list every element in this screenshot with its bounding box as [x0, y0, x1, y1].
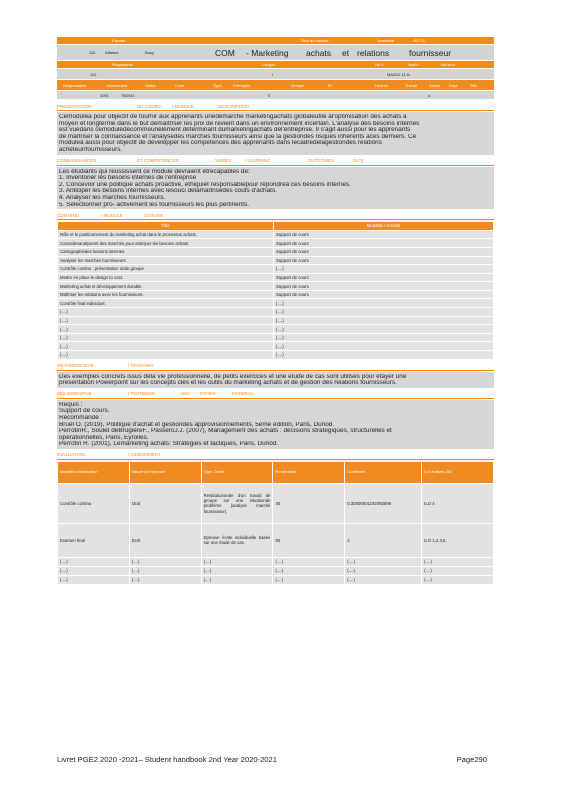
header-label: Groupe: [291, 82, 305, 88]
evaluation-cell: Oral: [129, 483, 201, 523]
text-line: PerrotinR., Soulet deBrugiereF., PasseroJ.J. (2007), Management des achats : décisions stratégiques, structurelles et: [59, 428, 392, 435]
heading-word: DESCRIPTION: [218, 103, 249, 109]
outline-title-cell: (....): [58, 308, 274, 317]
outline-row: [58, 273, 494, 282]
evaluation-cell: Examen final: [58, 523, 130, 557]
outline-activity-cell: (....): [274, 265, 494, 274]
heading-word: / MODULE: [172, 103, 194, 109]
text-line: 1. Inventorier les besoins internes de l'entreprise: [59, 175, 197, 182]
column-header: Coefficient: [345, 461, 422, 483]
header-label: Nb sem: [441, 62, 455, 67]
methodology-heading: [57, 362, 494, 371]
text-line: Perrotin R. (2001), Lemarketing achats: Stratégies et tactiques, Paris, Dunod.: [59, 441, 279, 448]
text-line: 2. Concevoir une politique achats proactive, éthiquiet responsablepour répondreà ces besoins internes.: [59, 181, 352, 188]
language-code: I: [272, 71, 274, 77]
evaluation-cell: (....): [58, 566, 130, 575]
evaluation-cell: (....): [345, 575, 422, 584]
outline-activity-cell: (....): [274, 308, 494, 317]
column-header: Nature de l'épreuve: [129, 461, 201, 483]
evaluation-cell: Contrôle continu: [58, 483, 130, 523]
heading-word: / TEACHING: [128, 363, 154, 369]
outline-row: [58, 299, 494, 308]
header-label: Langue: [262, 62, 276, 67]
evaluation-row: [58, 557, 494, 566]
evaluation-table: [57, 461, 494, 585]
outline-activity-cell: (....): [274, 299, 494, 308]
header-label: ID: [328, 82, 332, 88]
header-label: Code: [175, 82, 185, 88]
presentation-text: [57, 112, 494, 155]
evaluation-cell: (....): [422, 557, 494, 566]
bibliography-text: [57, 400, 494, 449]
campus-name: Busy: [145, 50, 154, 55]
header-row-labels: [57, 37, 494, 45]
outline-title-cell: Rôle et le positionnement du marketing achat dans le processus achats.: [58, 230, 274, 239]
heading-word: CONTENU: [57, 212, 80, 218]
heading-word: (ILO): [353, 158, 364, 164]
text-line: Bruel O. (2019), Politique d'achat et gestiondes approvisionnements, 5ème édition, Paris, Dunod.: [59, 421, 335, 428]
year-id: a: [428, 92, 431, 98]
outline-row: [58, 325, 494, 334]
column-header: Durée: [213, 470, 225, 475]
column-header: ILO évalués (ID): [422, 461, 494, 483]
header-row-course: [57, 45, 494, 61]
column-header-group: [201, 461, 273, 483]
evaluation-cell: (....): [422, 566, 494, 575]
heading-word: / ASSESSMENT: [128, 452, 162, 458]
group-id: 0: [268, 92, 271, 98]
column-header: Pondération: [273, 461, 345, 483]
header-label: Année: [429, 82, 441, 88]
outline-title-cell: (....): [58, 333, 274, 342]
outline-row: [58, 282, 494, 291]
evaluation-row: [58, 483, 494, 523]
outline-title-cell: (....): [58, 351, 274, 360]
outline-row: [58, 333, 494, 342]
evaluation-cell: ILO 4: [422, 483, 494, 523]
column-header: Modalités d'évaluation: [58, 461, 130, 483]
outline-activity-cell: (....): [274, 342, 494, 351]
outline-title-cell: Contrôle continu : présentation orale groupe: [58, 265, 274, 274]
heading-word: DU COURS: [137, 103, 162, 109]
course-title-part: - Marketing: [246, 47, 289, 58]
text-line: Les étudiants qui réussissent ce module devraient êtrecapables de:: [59, 168, 250, 175]
heading-word: VISEES: [215, 158, 232, 164]
evaluation-cell: (....): [58, 575, 130, 584]
heading-word: OTHER: [200, 391, 216, 397]
outline-activity-cell: Support de cours: [274, 230, 494, 239]
outline-row: [58, 247, 494, 256]
outline-row: [58, 239, 494, 248]
responsible-id: 1001: [100, 92, 109, 98]
text-line: Requis :: [59, 401, 83, 408]
outline-title-cell: Connaîtreanalysemt des marchés pour anticiper les besoins achats.: [58, 239, 274, 248]
faculty-code: 110: [89, 50, 96, 55]
evaluation-row: [58, 523, 494, 557]
evaluation-cell: (....): [345, 557, 422, 566]
evaluation-cell: Epreuve écrite individuelle basée sur une étude de cas.: [201, 523, 273, 557]
outline-title-cell: (....): [58, 325, 274, 334]
evaluation-heading: [57, 451, 494, 460]
heading-word: EVALUATION: [57, 452, 85, 458]
text-line: acheteur/fournisseurs.: [59, 146, 123, 153]
heading-word: / MODULE: [101, 212, 123, 218]
evaluation-cell: 60: [273, 523, 345, 557]
presentation-heading: [57, 102, 494, 111]
header-label: Total h: [407, 62, 419, 67]
evaluation-cell: 40: [273, 483, 345, 523]
competences-text: [57, 167, 494, 210]
outline-activity-cell: (....): [274, 325, 494, 334]
page-footer: [57, 755, 487, 764]
header-label: Semestre: [377, 38, 395, 43]
outline-table: [57, 221, 494, 360]
evaluation-cell: Ecrit: [129, 523, 201, 557]
outline-activity-cell: Support de cours: [274, 273, 494, 282]
text-line: est vuedans cemoduledecommeunélément déterminant dumarketingachats del'entreprise. Il s'agit aussi pour les apprenants: [59, 127, 411, 134]
evaluation-row: [58, 566, 494, 575]
outline-activity-cell: (....): [274, 333, 494, 342]
outline-row: [58, 230, 494, 239]
outline-activity-cell: Support de cours: [274, 239, 494, 248]
methodology-text: [57, 372, 494, 388]
text-line: Des exemples concrets issus dela vie professionnelle, de petits exercices et une étude de cas sont utilisés pour étayer une: [59, 373, 407, 380]
course-title-part: achats: [306, 47, 332, 58]
header-label: Prérequis: [233, 82, 251, 88]
faculty-name: Affaires: [105, 50, 119, 55]
module-code: MA2D0 11 lh: [387, 71, 410, 77]
column-header: Titre: [58, 222, 274, 231]
evaluation-cell: (....): [273, 566, 345, 575]
column-header: Type: [203, 470, 212, 475]
text-line: 3. Anticiper les besoins internes avec lesouci delamaîtrisedes coûts d'achats.: [59, 188, 277, 195]
outline-activity-cell: Support de cours: [274, 290, 494, 299]
evaluation-cell: 2: [345, 523, 422, 557]
header-label: Faculté: [112, 38, 126, 43]
page: [57, 37, 494, 585]
outline-row: [58, 265, 494, 274]
evaluation-cell: (....): [201, 575, 273, 584]
heading-word: MATERIAL: [232, 391, 255, 397]
header-label: Dépt: [449, 82, 458, 88]
heading-word: PRESENTATION: [57, 103, 92, 109]
heading-word: AND: [180, 391, 190, 397]
heading-word: ET COMPETENCES: [137, 158, 179, 164]
header-label: Programme: [112, 62, 133, 67]
evaluation-row: [58, 575, 494, 584]
course-title-part: relations: [357, 47, 390, 58]
outline-activity-cell: Support de cours: [274, 256, 494, 265]
evaluation-cell: (....): [201, 557, 273, 566]
text-line: 5. Sélectionner pro- activement les fournisseurs les plus pertinents.: [59, 201, 250, 208]
outline-title-cell: Contrôle final individuel.: [58, 299, 274, 308]
heading-word: / LEARNING: [245, 158, 271, 164]
outline-heading: [57, 211, 494, 220]
outline-title-cell: Analyser les marchés fournisseurs.: [58, 256, 274, 265]
outline-activity-cell: Support de cours: [274, 247, 494, 256]
outline-row: [58, 256, 494, 265]
course-title-part: fournisseur: [409, 47, 452, 58]
header-label: Heures: [375, 82, 388, 88]
heading-word: BIBLIOGRAPHIE: [57, 391, 92, 397]
evaluation-cell: (....): [129, 557, 201, 566]
text-line: présentation Powerpoint sur les concepts clés et les outils du marketing achats et de gestion des relations fournisseurs.: [59, 380, 397, 387]
outline-row: [58, 290, 494, 299]
evaluation-cell: (....): [273, 575, 345, 584]
evaluation-cell: ILO 1,2,3,5.: [422, 523, 494, 557]
text-line: Recommandé :: [59, 415, 103, 421]
text-line: 4. Analyser les marchés fournisseurs.: [59, 194, 166, 201]
header-label: Intervenant: [107, 82, 128, 88]
header-label: Responsable: [63, 82, 87, 88]
page-number: Page290: [456, 755, 487, 764]
heading-word: METHODOLOGIE: [57, 363, 94, 369]
header-label: Type: [213, 82, 222, 88]
evaluation-cell: (....): [345, 566, 422, 575]
outline-activity-cell: (....): [274, 316, 494, 325]
heading-word: OUTCOMES: [308, 158, 335, 164]
header-label: Statut: [145, 82, 156, 88]
outline-title-cell: (....): [58, 342, 274, 351]
outline-title-cell: Cartographiedes besoins internes.: [58, 247, 274, 256]
header-row-labels-3: [57, 80, 494, 91]
heading-word: / TEXTBOOK: [128, 391, 155, 397]
evaluation-cell: (....): [422, 575, 494, 584]
text-line: Support de cours.: [59, 408, 110, 415]
outline-title-cell: (....): [58, 316, 274, 325]
header-label: Travail: [405, 82, 417, 88]
outline-row: [58, 316, 494, 325]
evaluation-cell: (....): [201, 566, 273, 575]
header-label: Nb h: [375, 62, 384, 67]
header-label: ECTS: [414, 38, 425, 43]
header-label: Site: [470, 82, 477, 88]
bibliography-heading: [57, 390, 494, 399]
evaluation-cell: Restitutionorale d'un travail de groupe sur une situationde problème (analyse marché fournisseur).: [201, 483, 273, 523]
text-line: de maîtriser la connaissance et l'analysedes marchés fournisseurs ainsi que la gestiondes risques inhérents àces derniers. Ce: [59, 133, 417, 140]
evaluation-cell: (....): [58, 557, 130, 566]
outline-title-cell: Maîtriser les relations avec les fournisseurs.: [58, 290, 274, 299]
text-line: moduleà aussi pour objectif de développer les compétences des apprenants dans lecadredelagestiondes relations: [59, 140, 382, 147]
program-code: 110: [90, 71, 97, 77]
evaluation-cell: (....): [129, 575, 201, 584]
evaluation-cell: 0.30000001192092896: [345, 483, 422, 523]
course-title-part: COM: [215, 47, 235, 58]
footer-handbook-title: Livret PGE2 2020 -2021– Student handbook 2nd Year 2020-2021: [57, 755, 277, 764]
outline-activity-cell: Support de cours: [274, 282, 494, 291]
teacher-id: TE0011: [121, 92, 135, 98]
outline-row: [58, 342, 494, 351]
evaluation-cell: (....): [273, 557, 345, 566]
text-line: moyen et longterme dans le but demaîtriser les prix de revient dans un environnement incertain. L'analyse des besoins internes: [59, 120, 420, 127]
outline-row: [58, 308, 494, 317]
column-header: Modalité / Activité: [274, 222, 494, 231]
header-label: Titre du module: [301, 38, 329, 43]
course-title-part: et: [342, 47, 350, 58]
outline-title-cell: Mettre en place le design to cost.: [58, 273, 274, 282]
header-row-ids: [57, 91, 494, 100]
heading-word: CONNAISSANCES: [57, 158, 97, 164]
text-line: Cemodulea pour objectif de fournir aux apprenants unedémarche marketingachats globaleutile àl'optimisation des achats à: [59, 114, 407, 120]
outline-activity-cell: (....): [274, 351, 494, 360]
header-row-program: [57, 69, 494, 80]
competences-heading: [57, 157, 494, 166]
text-line: opérationnelles, Paris, Eyrolles.: [59, 434, 149, 441]
heading-word: OUTLINE: [144, 212, 164, 218]
evaluation-cell: (....): [129, 566, 201, 575]
outline-title-cell: Marketing achat et développement durable.: [58, 282, 274, 291]
header-row-labels-2: [57, 61, 494, 69]
outline-row: [58, 351, 494, 360]
